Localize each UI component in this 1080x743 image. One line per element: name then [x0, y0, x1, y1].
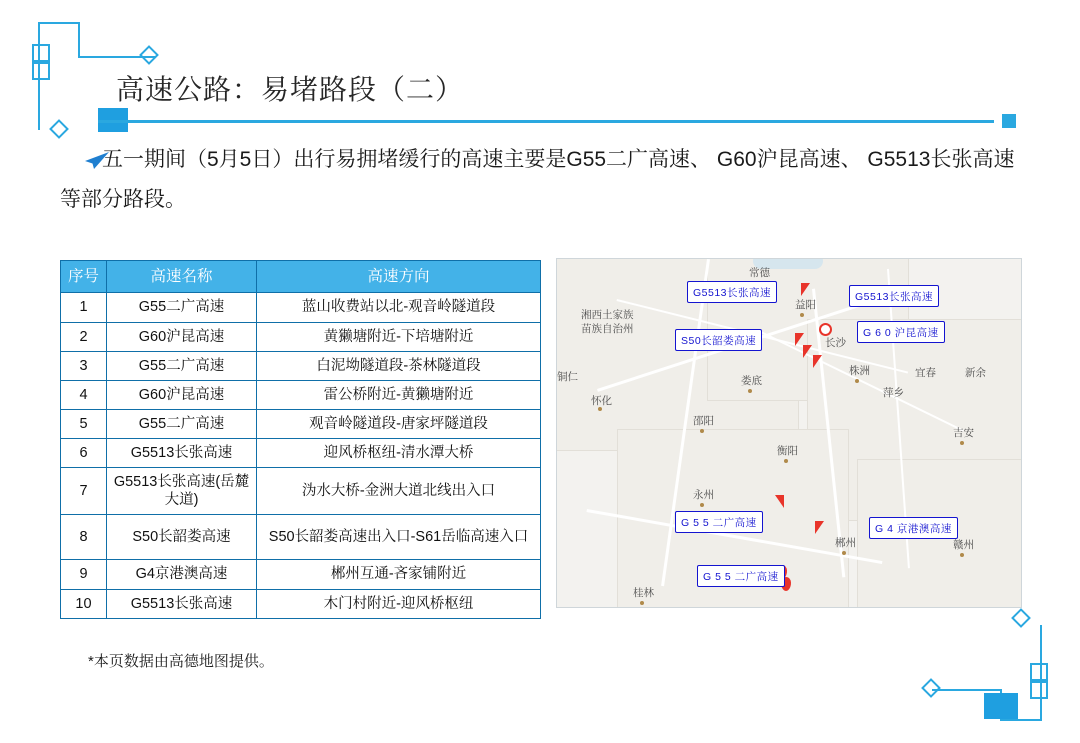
cell-index: 5 [61, 409, 107, 438]
map-city-label: 长沙 [825, 337, 846, 349]
congestion-marker [801, 283, 810, 296]
map-city-dot [842, 551, 846, 555]
map-city-label: 吉安 [953, 427, 974, 439]
map-highway-label[interactable]: G5513长张高速 [687, 281, 777, 303]
column-header-direction: 高速方向 [257, 261, 541, 293]
cell-highway-name: G5513长张高速 [107, 589, 257, 618]
cell-index: 1 [61, 293, 107, 322]
deco-square-top-left-2 [32, 62, 50, 80]
deco-diamond-top-left-2 [49, 119, 69, 139]
congestion-marker [803, 345, 812, 358]
cell-direction: 蓝山收费站以北-观音岭隧道段 [257, 293, 541, 322]
deco-diamond-bottom-right [921, 678, 941, 698]
deco-line-bottom-right-horizontal [1002, 719, 1042, 721]
map-highway-label[interactable]: G 5 5 二广高速 [675, 511, 763, 533]
cell-highway-name: G60沪昆高速 [107, 322, 257, 351]
table-row [61, 409, 541, 438]
congestion-marker [775, 495, 784, 508]
table-row [61, 439, 541, 468]
table-row [61, 589, 541, 618]
map-highway-label[interactable]: G 6 0 沪昆高速 [857, 321, 945, 343]
cell-index: 4 [61, 380, 107, 409]
deco-line-top-left-horizontal [38, 22, 78, 24]
cell-direction: 观音岭隧道段-唐家坪隧道段 [257, 409, 541, 438]
map-city-label: 常德 [749, 267, 770, 279]
deco-diamond-top-left [139, 45, 159, 65]
cell-highway-name: G60沪昆高速 [107, 380, 257, 409]
deco-line-bottom-right-horizontal-2 [932, 689, 1002, 691]
table-row [61, 515, 541, 560]
map-highway-label[interactable]: G5513长张高速 [849, 285, 939, 307]
map-city-dot [800, 313, 804, 317]
title-underline-end-cap [1002, 114, 1016, 128]
cell-direction: 雷公桥附近-黄獭塘附近 [257, 380, 541, 409]
congestion-marker [815, 521, 824, 534]
map-highway-label[interactable]: G 4 京港澳高速 [869, 517, 958, 539]
cell-highway-name: G55二广高速 [107, 409, 257, 438]
congestion-table [60, 260, 541, 619]
cell-index: 3 [61, 351, 107, 380]
map-city-dot [960, 553, 964, 557]
map-city-label: 怀化 [591, 395, 612, 407]
cell-highway-name: G55二广高速 [107, 293, 257, 322]
table-row [61, 351, 541, 380]
cell-direction: 沩水大桥-金洲大道北线出入口 [257, 468, 541, 515]
deco-square-bottom-right-2 [1030, 663, 1048, 681]
cell-index: 9 [61, 560, 107, 589]
map-city-label: 株洲 [849, 365, 870, 377]
cell-direction: 黄獭塘附近-下培塘附近 [257, 322, 541, 351]
congestion-marker [813, 355, 822, 368]
deco-line-top-left-vertical-2 [78, 22, 80, 56]
deco-square-bottom-right-1 [1030, 681, 1048, 699]
deco-block-bottom-right [984, 693, 1018, 719]
cell-index: 10 [61, 589, 107, 618]
map-city-label: 萍乡 [883, 387, 904, 399]
table-row [61, 380, 541, 409]
map-city-dot [700, 503, 704, 507]
map-city-label: 新余 [965, 367, 986, 379]
table-row [61, 322, 541, 351]
cell-index: 7 [61, 468, 107, 515]
map-city-label: 益阳 [795, 299, 816, 311]
cell-highway-name: S50长韶娄高速 [107, 515, 257, 560]
map-city-label: 湘西土家族 [581, 309, 634, 321]
map-city-label: 郴州 [835, 537, 856, 549]
cell-highway-name: G5513长张高速(岳麓大道) [107, 468, 257, 515]
map-city-dot [784, 459, 788, 463]
cell-direction: 木门村附近-迎风桥枢纽 [257, 589, 541, 618]
map-city-label: 赣州 [953, 539, 974, 551]
map-city-dot [748, 389, 752, 393]
cell-index: 8 [61, 515, 107, 560]
deco-square-top-left-1 [32, 44, 50, 62]
map-city-label: 桂林 [633, 587, 654, 599]
cell-direction: 郴州互通-吝家铺附近 [257, 560, 541, 589]
cell-direction: 迎风桥枢纽-清水潭大桥 [257, 439, 541, 468]
map-city-dot [960, 441, 964, 445]
map-city-label: 邵阳 [693, 415, 714, 427]
page-title: 高速公路：易堵路段（二） [116, 74, 465, 105]
map-city-label: 娄底 [741, 375, 762, 387]
map-city-label: 苗族自治州 [581, 323, 634, 335]
column-header-index: 序号 [61, 261, 107, 293]
table-header-row [61, 261, 541, 293]
footnote: *本页数据由高德地图提供。 [88, 653, 274, 670]
map-city-label: 铜仁 [557, 371, 578, 383]
table-row [61, 560, 541, 589]
congestion-table-wrapper [60, 260, 540, 619]
cell-direction: 白泥坳隧道段-茶林隧道段 [257, 351, 541, 380]
table-row [61, 293, 541, 322]
map-city-dot [855, 379, 859, 383]
map-city-label: 宜春 [915, 367, 936, 379]
map-highway-label[interactable]: G 5 5 二广高速 [697, 565, 785, 587]
cell-highway-name: G55二广高速 [107, 351, 257, 380]
column-header-highway-name: 高速名称 [107, 261, 257, 293]
cell-direction: S50长韶娄高速出入口-S61岳临高速入口 [257, 515, 541, 560]
map-highway-label[interactable]: S50长韶娄高速 [675, 329, 762, 351]
map-panel[interactable] [556, 258, 1022, 608]
map-city-dot [700, 429, 704, 433]
deco-diamond-bottom-right-2 [1011, 608, 1031, 628]
map-city-dot [640, 601, 644, 605]
cell-index: 6 [61, 439, 107, 468]
cell-index: 2 [61, 322, 107, 351]
table-row [61, 468, 541, 515]
map-city-label: 衡阳 [777, 445, 798, 457]
cell-highway-name: G5513长张高速 [107, 439, 257, 468]
intro-paragraph: 五一期间（5月5日）出行易拥堵缓行的高速主要是G55二广高速、 G60沪昆高速、 G5513长张高速等部分路段。 [60, 148, 1015, 211]
congestion-ring-marker [819, 323, 832, 336]
cell-highway-name: G4京港澳高速 [107, 560, 257, 589]
title-underline [98, 120, 994, 123]
map-city-label: 永州 [693, 489, 714, 501]
